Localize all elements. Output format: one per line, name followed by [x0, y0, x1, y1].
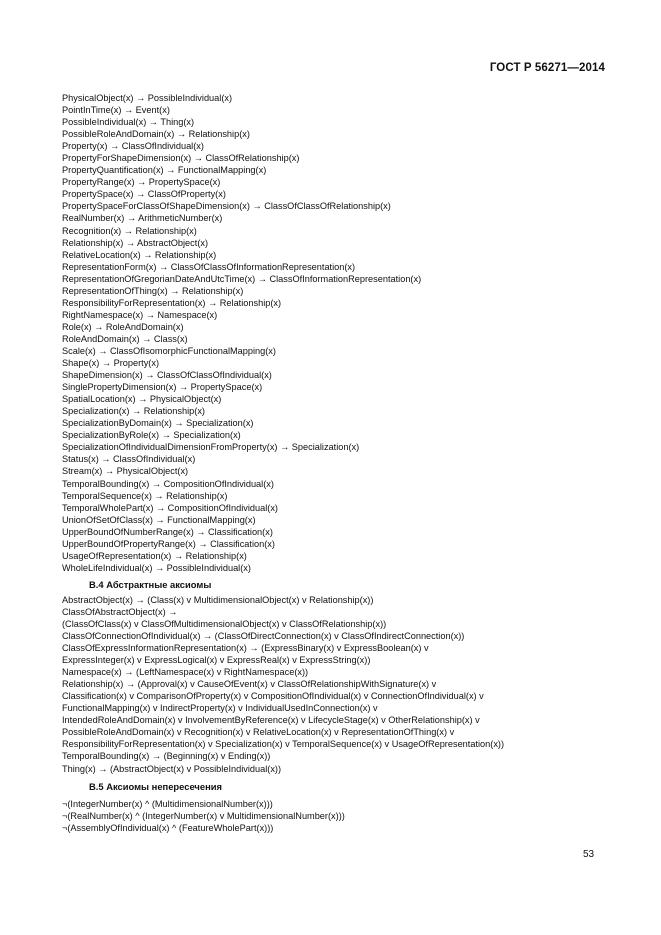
axiom-line: Relationship(x) → (Approval(x) v CauseOfEvent(x) v ClassOfRelationshipWithSignature(x) v [62, 679, 437, 690]
axiom-line: SpecializationByDomain(x) → Specialization(x) [62, 418, 254, 429]
page-number: 53 [583, 849, 595, 860]
axiom-line: SpecializationByRole(x) → Specialization(x) [62, 430, 241, 441]
axiom-line: Property(x) → ClassOfIndividual(x) [62, 141, 204, 152]
axiom-line: PropertyRange(x) → PropertySpace(x) [62, 177, 221, 188]
document-id: ГОСТ Р 56271—2014 [489, 62, 605, 74]
axiom-line: RepresentationOfGregorianDateAndUtcTime(x) → ClassOfInformationRepresentation(x) [62, 273, 422, 284]
axiom-line: WholeLifeIndividual(x) → PossibleIndividual(x) [62, 562, 251, 573]
axiom-line: Relationship(x) → AbstractObject(x) [62, 237, 209, 248]
axiom-line: ClassOfExpressInformationRepresentation(x) → (ExpressBinary(x) v ExpressBoolean(x) v [62, 643, 429, 654]
axiom-line: PossibleIndividual(x) → Thing(x) [62, 117, 195, 128]
axiom-line: PropertySpaceForClassOfShapeDimension(x) → ClassOfClassOfRelationship(x) [62, 201, 391, 212]
axiom-line: SpatialLocation(x) → PhysicalObject(x) [62, 394, 222, 405]
axiom-line: TemporalSequence(x) → Relationship(x) [62, 490, 228, 501]
axiom-line: ¬(AssemblyOfIndividual(x) ^ (FeatureWholePart(x))) [62, 822, 274, 833]
axiom-line: Scale(x) → ClassOfIsomorphicFunctionalMapping(x) [62, 345, 276, 356]
axiom-line: Thing(x) → (AbstractObject(x) v PossibleIndividual(x)) [62, 763, 282, 774]
axiom-line: Stream(x) → PhysicalObject(x) [62, 466, 189, 477]
axiom-line: ClassOfConnectionOfIndividual(x) → (ClassOfDirectConnection(x) v ClassOfIndirectConnection(x)) [62, 631, 465, 642]
axiom-line: PropertyForShapeDimension(x) → ClassOfRelationship(x) [62, 153, 300, 164]
axiom-line: ShapeDimension(x) → ClassOfClassOfIndividual(x) [62, 370, 272, 381]
axiom-line: Recognition(x) → Relationship(x) [62, 225, 197, 236]
axiom-line: FunctionalMapping(x) v IndirectProperty(x) v IndividualUsedInConnection(x) v [62, 703, 378, 714]
axiom-line: ¬(RealNumber(x) ^ (IntegerNumber(x) v MultidimensionalNumber(x))) [62, 810, 345, 821]
axiom-line: ClassOfAbstractObject(x) → [62, 606, 178, 617]
axiom-line: (ClassOfClass(x) v ClassOfMultidimensionalObject(x) v ClassOfRelationship(x)) [62, 618, 387, 629]
axiom-line: Status(x) → ClassOfIndividual(x) [62, 454, 196, 465]
axiom-line: Role(x) → RoleAndDomain(x) [62, 321, 184, 332]
axiom-line: RepresentationForm(x) → ClassOfClassOfInformationRepresentation(x) [62, 261, 356, 272]
section-b4-heading: B.4 Абстрактные аксиомы [89, 578, 212, 590]
axiom-line: Shape(x) → Property(x) [62, 358, 160, 369]
axiom-line: ResponsibilityForRepresentation(x) v Specialization(x) v TemporalSequence(x) v UsageOfRepresentation(x)) [62, 739, 505, 750]
axiom-line: PointInTime(x) → Event(x) [62, 105, 170, 116]
axiom-line: Specialization(x) → Relationship(x) [62, 406, 205, 417]
axiom-line: TemporalWholePart(x) → CompositionOfIndividual(x) [62, 502, 278, 513]
axiom-line: UpperBoundOfPropertyRange(x) → Classification(x) [62, 538, 275, 549]
axiom-line: Classification(x) v ComparisonOfProperty(x) v CompositionOfIndividual(x) v ConnectionOfIndividual(x) v [62, 691, 484, 702]
axiom-line: ¬(IntegerNumber(x) ^ (MultidimensionalNumber(x))) [62, 798, 273, 809]
axiom-line: PossibleRoleAndDomain(x) → Relationship(x) [62, 129, 250, 140]
axiom-line: UsageOfRepresentation(x) → Relationship(x) [62, 550, 247, 561]
axiom-line: SpecializationOfIndividualDimensionFromProperty(x) → Specialization(x) [62, 442, 360, 453]
axiom-line: RepresentationOfThing(x) → Relationship(x) [62, 285, 244, 296]
axiom-line: PossibleRoleAndDomain(x) v Recognition(x) v RelativeLocation(x) v RepresentationOfThing(x) v [62, 727, 455, 738]
axiom-line: ExpressInteger(x) v ExpressLogical(x) v ExpressReal(x) v ExpressString(x)) [62, 655, 371, 666]
axiom-line: Namespace(x) → (LeftNamespace(x) v RightNamespace(x)) [62, 667, 309, 678]
axiom-line: PropertyQuantification(x) → FunctionalMapping(x) [62, 165, 267, 176]
page-body [62, 92, 622, 834]
axioms-list [62, 92, 622, 574]
axiom-line: TemporalBounding(x) → CompositionOfIndividual(x) [62, 478, 274, 489]
axiom-line: AbstractObject(x) → (Class(x) v MultidimensionalObject(x) v Relationship(x)) [62, 594, 374, 605]
axiom-line: IntendedRoleAndDomain(x) v InvolvementByReference(x) v LifecycleStage(x) v OtherRelationship(x) v [62, 715, 480, 726]
section-b4-body [62, 594, 622, 775]
section-b5-body [62, 798, 622, 834]
axiom-line: ResponsibilityForRepresentation(x) → Relationship(x) [62, 297, 282, 308]
axiom-line: TemporalBounding(x) → (Beginning(x) v Ending(x)) [62, 751, 271, 762]
axiom-line: UpperBoundOfNumberRange(x) → Classification(x) [62, 526, 273, 537]
axiom-line: PhysicalObject(x) → PossibleIndividual(x) [62, 93, 233, 103]
axiom-line: RightNamespace(x) → Namespace(x) [62, 309, 218, 320]
axiom-line: SinglePropertyDimension(x) → PropertySpace(x) [62, 382, 263, 393]
axiom-line: RoleAndDomain(x) → Class(x) [62, 333, 188, 344]
axiom-line: RealNumber(x) → ArithmeticNumber(x) [62, 213, 223, 224]
axiom-line: UnionOfSetOfClass(x) → FunctionalMapping(x) [62, 514, 256, 525]
axiom-line: PropertySpace(x) → ClassOfProperty(x) [62, 189, 226, 200]
section-b5-heading: B.5 Аксиомы непересечения [89, 780, 222, 792]
axiom-line: RelativeLocation(x) → Relationship(x) [62, 249, 217, 260]
